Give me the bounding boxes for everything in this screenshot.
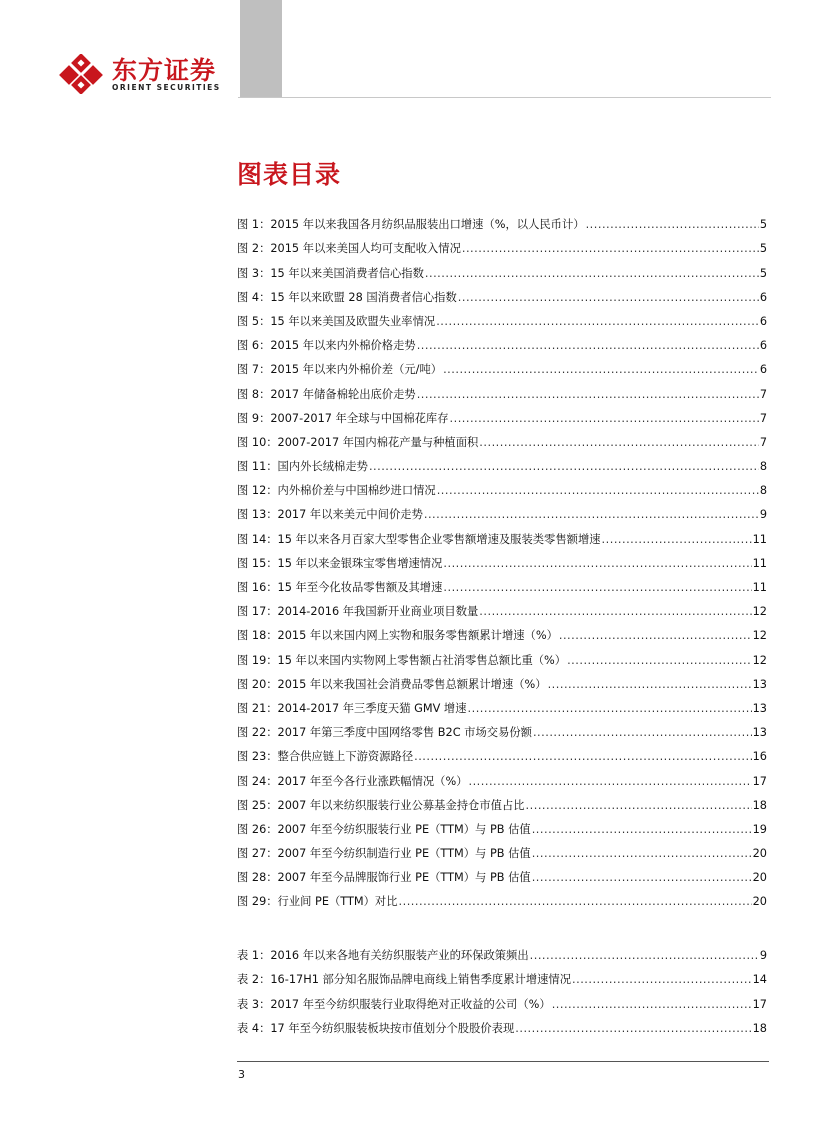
figure-entry[interactable]	[237, 571, 767, 595]
figure-entry-page: 6	[759, 339, 767, 353]
orient-securities-logo-icon	[58, 54, 104, 94]
dot-leader	[369, 460, 759, 474]
dot-leader	[469, 775, 752, 789]
dot-leader	[450, 412, 759, 426]
figure-entry-label: 图 12：内外棉价差与中国棉纱进口情况	[237, 484, 436, 498]
dot-leader	[443, 363, 759, 377]
dot-leader	[533, 726, 752, 740]
figure-entry[interactable]	[237, 861, 767, 885]
page-number: 3	[238, 1068, 245, 1081]
figure-entry-page: 12	[752, 629, 767, 643]
figure-entry-page: 7	[759, 435, 767, 449]
table-entry[interactable]	[237, 939, 767, 963]
figure-entry-label: 图 15：15 年以来金银珠宝零售增速情况	[237, 556, 443, 570]
brand-logo[interactable]	[58, 50, 228, 94]
dot-leader	[479, 605, 751, 619]
figure-entry[interactable]	[237, 716, 767, 740]
figure-entry-page: 5	[759, 266, 767, 280]
dot-leader	[425, 267, 759, 281]
figure-entry-page: 5	[759, 218, 767, 232]
dot-leader	[468, 702, 752, 716]
dot-leader	[462, 242, 759, 256]
figure-entry-label: 图 8：2017 年储备棉轮出底价走势	[237, 387, 416, 401]
table-list	[237, 939, 767, 1036]
figure-entry-page: 11	[752, 532, 767, 546]
figure-entry-label: 图 20：2015 年以来我国社会消费品零售总额累计增速（%）	[237, 677, 547, 691]
figure-entry[interactable]	[237, 450, 767, 474]
figure-entry[interactable]	[237, 377, 767, 401]
figure-entry-page: 13	[752, 701, 767, 715]
header-divider	[238, 97, 771, 98]
figure-entry-label: 图 6：2015 年以来内外棉价格走势	[237, 339, 416, 353]
dot-leader	[443, 557, 751, 571]
figure-entry[interactable]	[237, 522, 767, 546]
table-entry-label: 表 1：2016 年以来各地有关纺织服装产业的环保政策频出	[237, 949, 529, 963]
figure-entry-page: 11	[752, 581, 767, 594]
figure-entry-label: 图 22：2017 年第三季度中国网络零售 B2C 市场交易份额	[237, 726, 532, 740]
dot-leader	[515, 1022, 751, 1036]
figure-entry-label: 图 11：国内外长绒棉走势	[237, 460, 368, 474]
figure-entry[interactable]	[237, 837, 767, 861]
figure-entry[interactable]	[237, 764, 767, 788]
figure-entry-page: 20	[752, 895, 767, 909]
dot-leader	[602, 533, 752, 547]
table-entry-page: 17	[752, 997, 767, 1011]
figure-entry[interactable]	[237, 595, 767, 619]
figure-entry[interactable]	[237, 547, 767, 571]
dot-leader	[458, 291, 759, 305]
figure-entry-label: 图 24：2017 年至今各行业涨跌幅情况（%）	[237, 774, 468, 788]
figure-entry-page: 13	[752, 726, 767, 740]
figure-entry-label: 图 16：15 年至今化妆品零售额及其增速	[237, 581, 443, 594]
figure-entry[interactable]	[237, 402, 767, 426]
figure-entry[interactable]	[237, 305, 767, 329]
brand-name-cn: 东方证券	[112, 56, 217, 85]
figure-entry-page: 20	[752, 871, 767, 885]
dot-leader	[567, 654, 752, 668]
figure-entry-label: 图 18：2015 年以来国内网上实物和服务零售额累计增速（%）	[237, 629, 558, 643]
figure-entry-label: 图 10：2007-2017 年国内棉花产量与种植面积	[237, 435, 479, 449]
figure-entry-page: 11	[752, 556, 767, 570]
dot-leader	[417, 388, 759, 402]
dot-leader	[399, 895, 752, 909]
dot-leader	[424, 508, 759, 522]
table-entry[interactable]	[237, 987, 767, 1011]
table-entry-label: 表 3：2017 年至今纺织服装行业取得绝对正收益的公司（%）	[237, 997, 551, 1011]
table-entry-label: 表 2：16-17H1 部分知名服饰品牌电商线上销售季度累计增速情况	[237, 973, 572, 987]
figure-entry-page: 7	[759, 387, 767, 401]
figure-entry[interactable]	[237, 208, 767, 232]
table-entry[interactable]	[237, 963, 767, 987]
figure-entry-label: 图 13：2017 年以来美元中间价走势	[237, 508, 423, 522]
dot-leader	[417, 339, 759, 353]
figure-entry-page: 5	[759, 242, 767, 256]
figure-entry[interactable]	[237, 619, 767, 643]
figure-entry[interactable]	[237, 232, 767, 256]
figure-entry-label: 图 25：2007 年以来纺织服装行业公募基金持仓市值占比	[237, 798, 525, 812]
figure-entry-page: 6	[759, 363, 767, 377]
figure-entry-label: 图 2：2015 年以来美国人均可支配收入情况	[237, 242, 461, 256]
figure-entry-page: 6	[759, 314, 767, 328]
figure-entry-label: 图 27：2007 年至今纺织制造行业 PE（TTM）与 PB 估值	[237, 847, 531, 861]
figure-entry[interactable]	[237, 740, 767, 764]
figure-entry-page: 8	[759, 484, 767, 498]
figure-entry[interactable]	[237, 474, 767, 498]
table-entry-page: 14	[752, 973, 767, 987]
figure-entry-label: 图 14：15 年以来各月百家大型零售企业零售额增速及服装类零售额增速	[237, 532, 601, 546]
figure-entry-label: 图 9：2007-2017 年全球与中国棉花库存	[237, 411, 449, 425]
figure-entry[interactable]	[237, 353, 767, 377]
figure-entry-page: 19	[752, 822, 767, 836]
figure-entry[interactable]	[237, 426, 767, 450]
figure-entry[interactable]	[237, 329, 767, 353]
dot-leader	[530, 949, 759, 963]
figure-entry[interactable]	[237, 668, 767, 692]
figure-list	[237, 208, 767, 909]
figure-entry-label: 图 29：行业间 PE（TTM）对比	[237, 895, 398, 909]
dot-leader	[586, 218, 759, 232]
dot-leader	[532, 847, 752, 861]
table-entry[interactable]	[237, 1012, 767, 1036]
figure-entry-label: 图 5：15 年以来美国及欧盟失业率情况	[237, 314, 436, 328]
figure-entry-page: 7	[759, 411, 767, 425]
dot-leader	[479, 436, 759, 450]
dot-leader	[436, 315, 759, 329]
figure-entry-label: 图 26：2007 年至今纺织服装行业 PE（TTM）与 PB 估值	[237, 822, 531, 836]
figure-entry[interactable]	[237, 789, 767, 813]
figure-entry-page: 18	[752, 798, 767, 812]
figure-entry-label: 图 1：2015 年以来我国各月纺织品服装出口增速（%，以人民币计）	[237, 218, 585, 232]
dot-leader	[414, 750, 752, 764]
figure-entry[interactable]	[237, 885, 767, 909]
page-title: 图表目录	[237, 160, 342, 189]
figure-entry-label: 图 7：2015 年以来内外棉价差（元/吨）	[237, 363, 443, 377]
brand-name-en: ORIENT SECURITIES	[112, 83, 221, 92]
dot-leader	[552, 998, 752, 1012]
header-gray-band	[240, 0, 282, 97]
figure-entry-page: 8	[759, 460, 767, 474]
figure-entry-label: 图 17：2014-2016 年我国新开业商业项目数量	[237, 605, 479, 619]
table-entry-label: 表 4：17 年至今纺织服装板块按市值划分个股股价表现	[237, 1021, 515, 1035]
figure-entry-label: 图 28：2007 年至今品牌服饰行业 PE（TTM）与 PB 估值	[237, 871, 531, 885]
dot-leader	[526, 799, 752, 813]
figure-entry-page: 20	[752, 847, 767, 861]
dot-leader	[548, 678, 752, 692]
figure-entry-label: 图 21：2014-2017 年三季度天猫 GMV 增速	[237, 701, 467, 715]
figure-entry-page: 9	[759, 508, 767, 522]
dot-leader	[532, 823, 752, 837]
figure-entry[interactable]	[237, 498, 767, 522]
figure-entry-page: 17	[752, 774, 767, 788]
dot-leader	[532, 871, 752, 885]
figure-entry-label: 图 19：15 年以来国内实物网上零售额占社消零售总额比重（%）	[237, 653, 567, 667]
figure-entry-label: 图 3：15 年以来美国消费者信心指数	[237, 266, 424, 280]
figure-entry-label: 图 4：15 年以来欧盟 28 国消费者信心指数	[237, 290, 457, 304]
figure-entry-label: 图 23：整合供应链上下游资源路径	[237, 750, 414, 764]
figure-entry[interactable]	[237, 813, 767, 837]
table-entry-page: 9	[759, 949, 767, 963]
figure-entry[interactable]	[237, 643, 767, 667]
figure-entry-page: 16	[752, 750, 767, 764]
dot-leader	[572, 973, 752, 987]
figure-entry[interactable]	[237, 256, 767, 280]
dot-leader	[437, 484, 759, 498]
table-entry-page: 18	[752, 1021, 767, 1035]
figure-entry-page: 12	[752, 605, 767, 619]
figure-entry-page: 6	[759, 290, 767, 304]
figure-entry[interactable]	[237, 692, 767, 716]
footer-divider	[237, 1061, 769, 1062]
figure-entry-page: 12	[752, 653, 767, 667]
figure-entry-page: 13	[752, 677, 767, 691]
dot-leader	[559, 629, 752, 643]
figure-entry[interactable]	[237, 281, 767, 305]
dot-leader	[443, 581, 751, 595]
